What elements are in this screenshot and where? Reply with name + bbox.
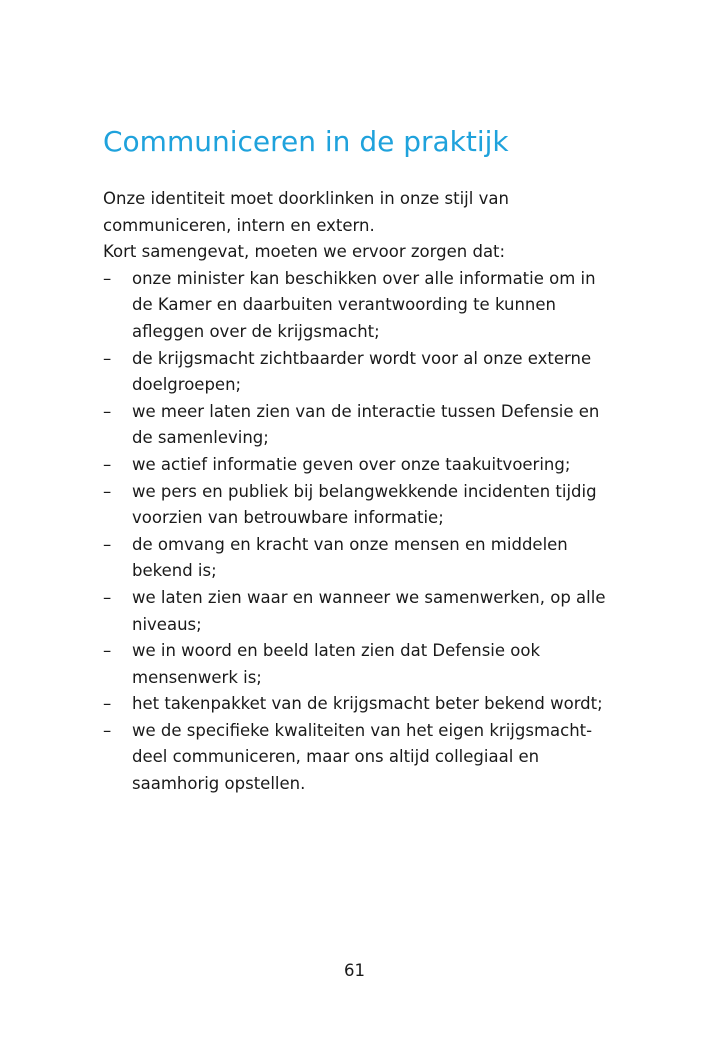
list-item [103,452,643,479]
dash-marker: – [103,720,112,740]
list-item-line: afleggen over de krijgsmacht; [132,321,380,341]
dash-marker: – [103,481,112,501]
list-item-line: de krijgsmacht zichtbaarder wordt voor al onze externe [132,348,592,368]
list-item [103,479,643,532]
dash-marker: – [103,454,112,474]
bullet-list [103,266,643,798]
dash-marker: – [103,587,112,607]
intro-line: Kort samengevat, moeten we ervoor zorgen dat: [103,242,506,262]
list-item-line: we de specifieke kwaliteiten van het eigen krijgsmacht- [132,720,593,740]
list-item [103,532,643,585]
list-item [103,346,643,399]
intro-line: communiceren, intern en extern. [103,215,375,235]
intro-paragraph [103,186,643,266]
list-item [103,266,643,346]
dash-marker: – [103,401,112,421]
list-item [103,585,643,638]
page-title: Communiceren in de praktijk [103,125,509,158]
list-item [103,399,643,452]
list-item-line: saamhorig opstellen. [132,774,306,794]
dash-marker: – [103,534,112,554]
list-item-line: mensenwerk is; [132,667,262,687]
list-item-line: de samenleving; [132,428,269,448]
list-item-line: doelgroepen; [132,375,242,395]
list-item-line: niveaus; [132,614,202,634]
list-item-line: bekend is; [132,561,217,581]
list-item-line: deel communiceren, maar ons altijd collegiaal en [132,747,540,767]
dash-marker: – [103,268,112,288]
list-item-line: we laten zien waar en wanneer we samenwerken, op alle [132,587,606,607]
list-item-line: de omvang en kracht van onze mensen en middelen [132,534,568,554]
list-item-line: voorzien van betrouwbare informatie; [132,508,444,528]
dash-marker: – [103,694,112,714]
list-item [103,691,643,718]
list-item-line: onze minister kan beschikken over alle informatie om in [132,268,596,288]
list-item [103,638,643,691]
list-item-line: de Kamer en daarbuiten verantwoording te kunnen [132,295,556,315]
list-item [103,718,643,798]
dash-marker: – [103,641,112,661]
list-item-line: het takenpakket van de krijgsmacht beter bekend wordt; [132,694,603,714]
list-item-line: we actief informatie geven over onze taakuitvoering; [132,454,571,474]
list-item-line: we pers en publiek bij belangwekkende incidenten tijdig [132,481,597,501]
list-item-line: we meer laten zien van de interactie tussen Defensie en [132,401,600,421]
dash-marker: – [103,348,112,368]
body-text [103,186,643,798]
list-item-line: we in woord en beeld laten zien dat Defensie ook [132,641,541,661]
intro-line: Onze identiteit moet doorklinken in onze stijl van [103,189,509,208]
page-number: 61 [344,961,365,980]
